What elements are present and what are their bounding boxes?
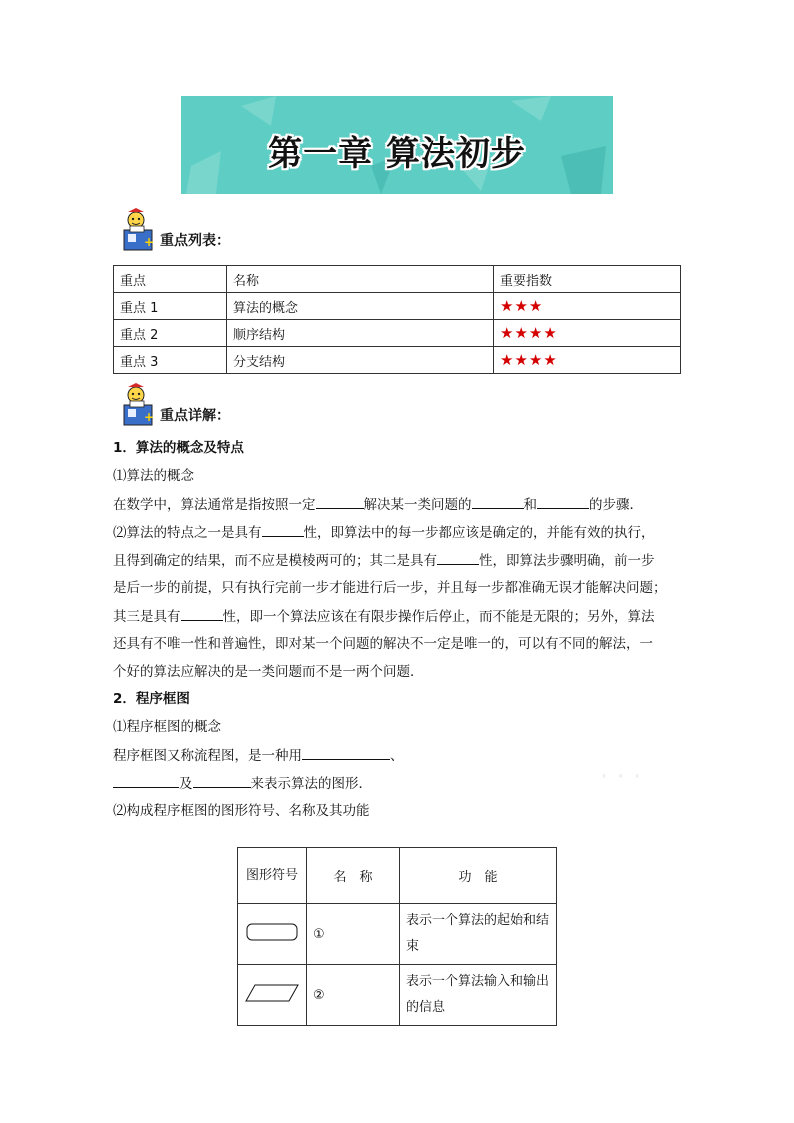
text-segment: 及: [179, 776, 193, 792]
text-segment: 来表示算法的图形．: [250, 776, 372, 792]
fill-blank: [316, 494, 364, 509]
text-segment: 的步骤．: [589, 497, 643, 513]
cell-symbol: [238, 904, 307, 965]
subheading-symbols: ⑵构成程序框图的图形符号、名称及其功能: [113, 803, 370, 819]
symbols-table: [237, 847, 557, 1026]
cell-stars: ★★★: [494, 293, 681, 320]
watermark: · · ·: [600, 762, 642, 792]
text-segment: 、: [390, 748, 404, 764]
table-header-row: [114, 266, 681, 293]
text-segment: 其三是具有: [113, 609, 181, 625]
header-symbol: 图形符号: [238, 848, 307, 904]
paragraph-features-line6: 个好的算法应解决的是一类问题而不是一两个问题．: [113, 664, 424, 680]
cell-function: 表示一个算法输入和输出的信息: [400, 965, 557, 1026]
subheading-flowchart-concept: ⑴程序框图的概念: [113, 719, 221, 735]
paragraph-concept: [113, 494, 643, 515]
chapter-title: 第一章 算法初步: [268, 134, 526, 174]
cell-name: ①: [307, 904, 400, 965]
cell-point: 重点 2: [114, 320, 227, 347]
cell-name: 顺序结构: [227, 320, 494, 347]
cell-symbol: [238, 965, 307, 1026]
chapter-banner: [181, 96, 613, 194]
fill-blank: [437, 550, 479, 565]
text-segment: 且得到确定的结果，而不应是模棱两可的；其二是具有: [113, 553, 437, 569]
cell-name: ②: [307, 965, 400, 1026]
svg-text:+: +: [144, 235, 155, 249]
fill-blank: [302, 745, 390, 760]
paragraph-features-line3: 是后一步的前提，只有执行完前一步才能进行后一步，并且每一步都准确无误才能解决问题；: [113, 580, 667, 596]
text-segment: 性，即算法步骤明确，前一步: [479, 553, 655, 569]
subheading-concept: ⑴算法的概念: [113, 468, 194, 484]
fill-blank: [193, 773, 251, 788]
table-row: [114, 293, 681, 320]
mascot-reading-icon: [118, 208, 158, 252]
text-segment: 程序框图又称流程图，是一种用: [113, 748, 302, 764]
table-row: [238, 965, 557, 1026]
mascot-reading-icon: [118, 383, 158, 427]
header-point: 重点: [114, 266, 227, 293]
cell-name: 算法的概念: [227, 293, 494, 320]
header-name: 名称: [227, 266, 494, 293]
text-segment: ⑵算法的特点之一是具有: [113, 525, 262, 541]
fill-blank: [181, 606, 223, 621]
header-function: 功 能: [400, 848, 557, 904]
cell-point: 重点 3: [114, 347, 227, 374]
fill-blank: [262, 522, 304, 537]
input-output-parallelogram-icon: [245, 983, 299, 1003]
fill-blank: [113, 773, 179, 788]
terminal-rounded-rect-icon: [246, 922, 298, 942]
section-label-details: 重点详解：: [160, 408, 230, 424]
table-row: [114, 320, 681, 347]
header-name: 名 称: [307, 848, 400, 904]
keypoints-table: [113, 265, 681, 374]
section-label-keypoints: 重点列表：: [160, 233, 230, 249]
cell-stars: ★★★★: [494, 320, 681, 347]
heading-flowchart: 2．程序框图: [113, 691, 190, 707]
table-row: [238, 904, 557, 965]
heading-algorithm-concept: 1．算法的概念及特点: [113, 440, 244, 456]
fill-blank: [472, 494, 524, 509]
paragraph-features-line5: 还具有不唯一性和普遍性，即对某一个问题的解决不一定是唯一的，可以有不同的解法，一: [113, 636, 653, 652]
fill-blank: [537, 494, 589, 509]
cell-function: 表示一个算法的起始和结束: [400, 904, 557, 965]
table-row: [114, 347, 681, 374]
paragraph-features-line2: [113, 550, 655, 571]
text-segment: 解决某一类问题的: [363, 497, 472, 513]
text-segment: 性，即一个算法应该在有限步操作后停止，而不能是无限的；另外，算法: [222, 609, 655, 625]
text-segment: 在数学中，算法通常是指按照一定: [113, 497, 316, 513]
text-segment: 性，即算法中的每一步都应该是确定的，并能有效的执行，: [303, 525, 655, 541]
header-importance: 重要指数: [494, 266, 681, 293]
svg-text:+: +: [144, 410, 155, 424]
table-header-row: [238, 848, 557, 904]
paragraph-features-line1: [113, 522, 655, 543]
cell-point: 重点 1: [114, 293, 227, 320]
text-segment: 和: [523, 497, 537, 513]
cell-name: 分支结构: [227, 347, 494, 374]
paragraph-flowchart-line1: [113, 745, 404, 766]
paragraph-flowchart-line2: [113, 773, 372, 794]
cell-stars: ★★★★: [494, 347, 681, 374]
paragraph-features-line4: [113, 606, 655, 627]
